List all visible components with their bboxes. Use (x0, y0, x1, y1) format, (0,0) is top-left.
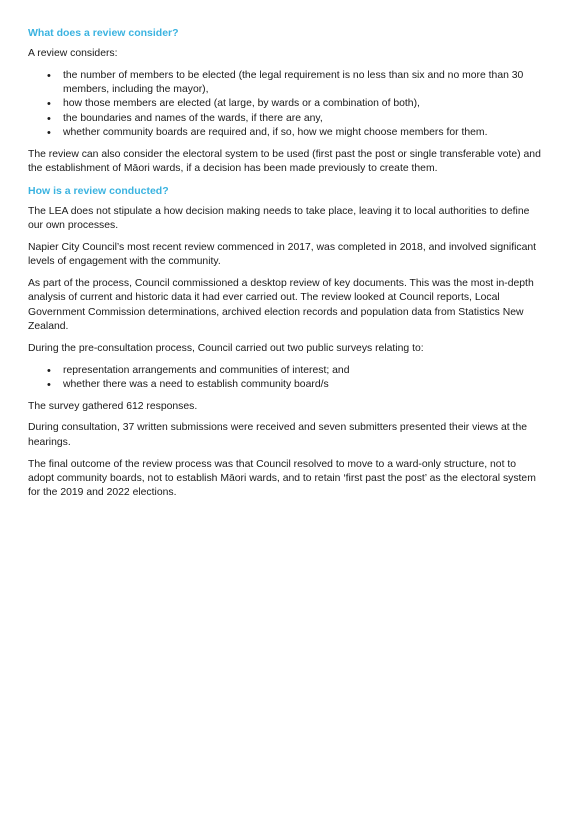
section-heading-review-considers: What does a review consider? (28, 27, 179, 39)
bullet-list-surveys (28, 364, 541, 393)
paragraph-lea: The LEA does not stipulate a how decision making needs to take place, leaving it to local authorities to define our own processes. (28, 205, 530, 232)
paragraph-electoral-system: The review can also consider the electoral system to be used (first past the post or single transferable vote) and the establishment of Māori wards, if a decision has been made previously to create them. (28, 148, 541, 175)
section-heading-review-conducted: How is a review conducted? (28, 184, 169, 197)
paragraph-intro: A review considers: (28, 48, 118, 59)
list-item: • how those members are elected (at large, by wards or a combination of both), (28, 97, 541, 111)
paragraph-final-outcome: The final outcome of the review process was that Council resolved to move to a ward-only structure, not to adopt community boards, not to establish Māori wards, and to retain ‘first past the post’ as the electoral system for the 2019 and 2022 elections. (28, 458, 536, 499)
paragraph-desktop-review: As part of the process, Council commissioned a desktop review of key documents. This was the most in-depth analysis of current and historic data it had ever carried out. The review looked at Council reports, Local Government Commission determinations, archived election records and population data from Statistics New Zealand. (28, 278, 534, 332)
list-item: • whether community boards are required and, if so, how we might choose members for them. (28, 126, 541, 140)
list-item: • whether there was a need to establish community board/s (28, 378, 541, 392)
paragraph-submissions: During consultation, 37 written submissions were received and seven submitters presented their views at the hearings. (28, 422, 527, 448)
paragraph-recent-review: Napier City Council’s most recent review commenced in 2017, was completed in 2018, and involved significant levels of engagement with the community. (28, 241, 537, 268)
list-item: • representation arrangements and communities of interest; and (28, 364, 541, 378)
paragraph-pre-consultation: During the pre-consultation process, Council carried out two public surveys relating to: (28, 342, 424, 354)
paragraph-survey-responses: The survey gathered 612 responses. (28, 400, 198, 412)
list-item: • the boundaries and names of the wards, if there are any, (28, 112, 541, 126)
bullet-list-considerations (28, 69, 541, 140)
list-item: • the number of members to be elected (the legal requirement is no less than six and no more than 30 members, including the mayor), (28, 69, 541, 98)
